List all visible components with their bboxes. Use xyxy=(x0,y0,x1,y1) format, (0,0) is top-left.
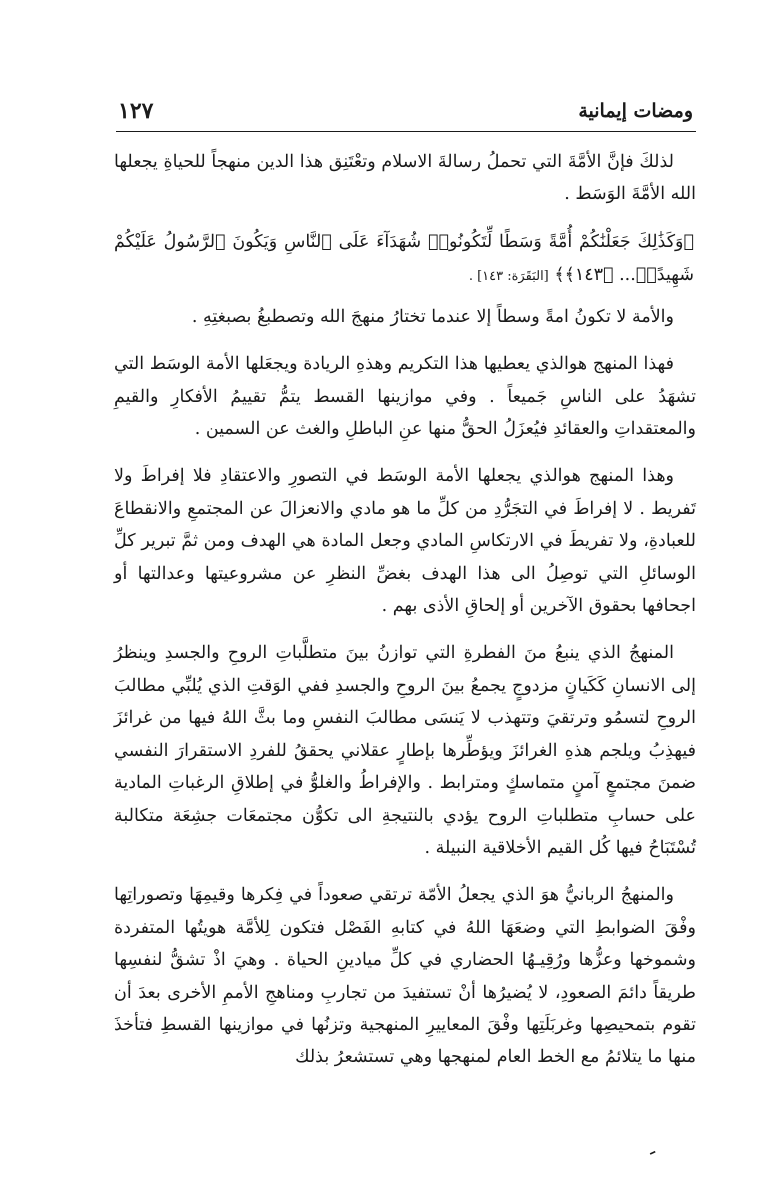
page-body xyxy=(114,146,696,1074)
paragraph-1: لذلكَ فإنَّ الأمَّةَ التي تحملُ رسالةَ الاسلام وتعْتَنِق هذا الدين منهجاً للحياةِ يجعلها الله الأمَّةَ الوَسَط . xyxy=(114,152,696,205)
page-number: ١٢٧ xyxy=(118,98,154,124)
paragraph-2: والأمة لا تكونُ امةً وسطاً إلا عندما تختارُ منهجَ الله وتصطبغُ بصبغتِهِ . xyxy=(191,306,674,327)
verse-text: ﴿وَكَذَٰلِكَ جَعَلْنَٰكُمْ أُمَّةً وَسَطًا لِّتَكُونُوا۟ شُهَدَآءَ عَلَى ٱلنَّاسِ وَيَكُونَ ٱلرَّسُولُ عَلَيْكُمْ شَهِيدًاۗ... ﴿١٤٣﴾﴾ xyxy=(114,231,694,285)
paragraph-3: فهذا المنهج هوالذي يعطيها هذا التكريم وهذهِ الريادة ويجعَلها الأمة الوسَط التي تشهَدُ على الناسِ جَميعاً . وفي موازينها القسط يتمُّ تقييمُ الأفكارِ والقيمِ والمعتقداتِ والعقائدِ فيُعزَلُ الحقُّ منها عنِ الباطلِ والغث عن السمين . xyxy=(114,354,696,440)
footer-mark: ـ xyxy=(643,1137,658,1160)
paragraph-6: والمنهجُ الربانيُّ هوَ الذي يجعلُ الأمّة ترتقي صعوداً في فِكرها وقيمِهَا وتصوراتِها وفْقَ الضوابطِ التي وضعَهَا اللهُ في كتابهِ الفَصْل فتكون لِلأمَّة هويتُها المتفردة وشموخها وعزُّها ورُقِيـهُا الحضاري في كلِّ ميادينِ الحياة . وهيَ اذْ تشقُّ لنفسِها طريقاً دائمَ الصعودِ، لا يُضيرُها أنْ تستفيدَ من تجاربِ ومناهجِ الأممِ الأخرى بعدَ أن تقوم بتمحيصِها وغربَلَتِها وفْقَ المعاييرِ المنهجية وتزنُها في موازينها القسطِ فتأخذَ منها ما يتلائمُ مع الخط العام لمنهجها وهي تستشعرُ بذلك xyxy=(114,885,696,1068)
quran-verse xyxy=(114,226,696,293)
paragraph-5: المنهجُ الذي ينبعُ منَ الفطرةِ التي توازنُ بينَ متطلَّباتِ الروحِ والجسدِ وينظرُ إلى الانسانِ كَكَيانٍ مزدوجٍ يجمعُ بينَ الروحِ والجسدِ ففي الوَقتِ الذي يُلبِّي مطالبَ الروحِ لتسمُو وترتقيَ وتتهذب لا يَنسَى مطالبَ النفسِ وما بثَّ اللهُ فيها من غرائزَ فيهذِبُ ويلجم هذهِ الغرائزَ ويؤطِّرها بإطارٍ عقلاني يحققُ للفردِ الاستقرارَ النفسي ضمنَ مجتمعٍ آمنٍ متماسكٍ ومترابط . والإفراطُ والغلوُّ في إطلاقِ الرغباتِ المادية على حسابِ متطلباتِ الروح يؤدي بالنتيجةِ الى تكوُّن مجتمعَات جشِعَة متكالبة تُسْتَبَاحُ فيها كُل القيم الأخلاقية النبيلة . xyxy=(114,643,696,858)
page-header xyxy=(118,96,693,128)
running-title: ومضات إيمانية xyxy=(578,100,693,122)
header-rule xyxy=(116,131,696,132)
verse-reference: [البَقَرَة: ١٤٣] . xyxy=(468,268,549,284)
paragraph-4: وهذا المنهج هوالذي يجعلها الأمة الوسَط في التصورِ والاعتقادِ فلا إفراطَ ولا تَفريط . لا إفراطَ في التجَرُّدِ من كلِّ ما هو مادي والانعزالَ عن المجتمعِ والانقطاعَ للعبادةِ، ولا تفريطَ في الارتكاسِ المادي وجعل المادة هي الهدف ومن ثمَّ تبرير كلِّ الوسائلِ التي توصِلُ الى هذا الهدف بغضِّ النظرِ عن مشروعيتها وعدالتها أو اجحافها بحقوق الآخرين أو إلحاقِ الأذى بهم . xyxy=(114,466,696,617)
